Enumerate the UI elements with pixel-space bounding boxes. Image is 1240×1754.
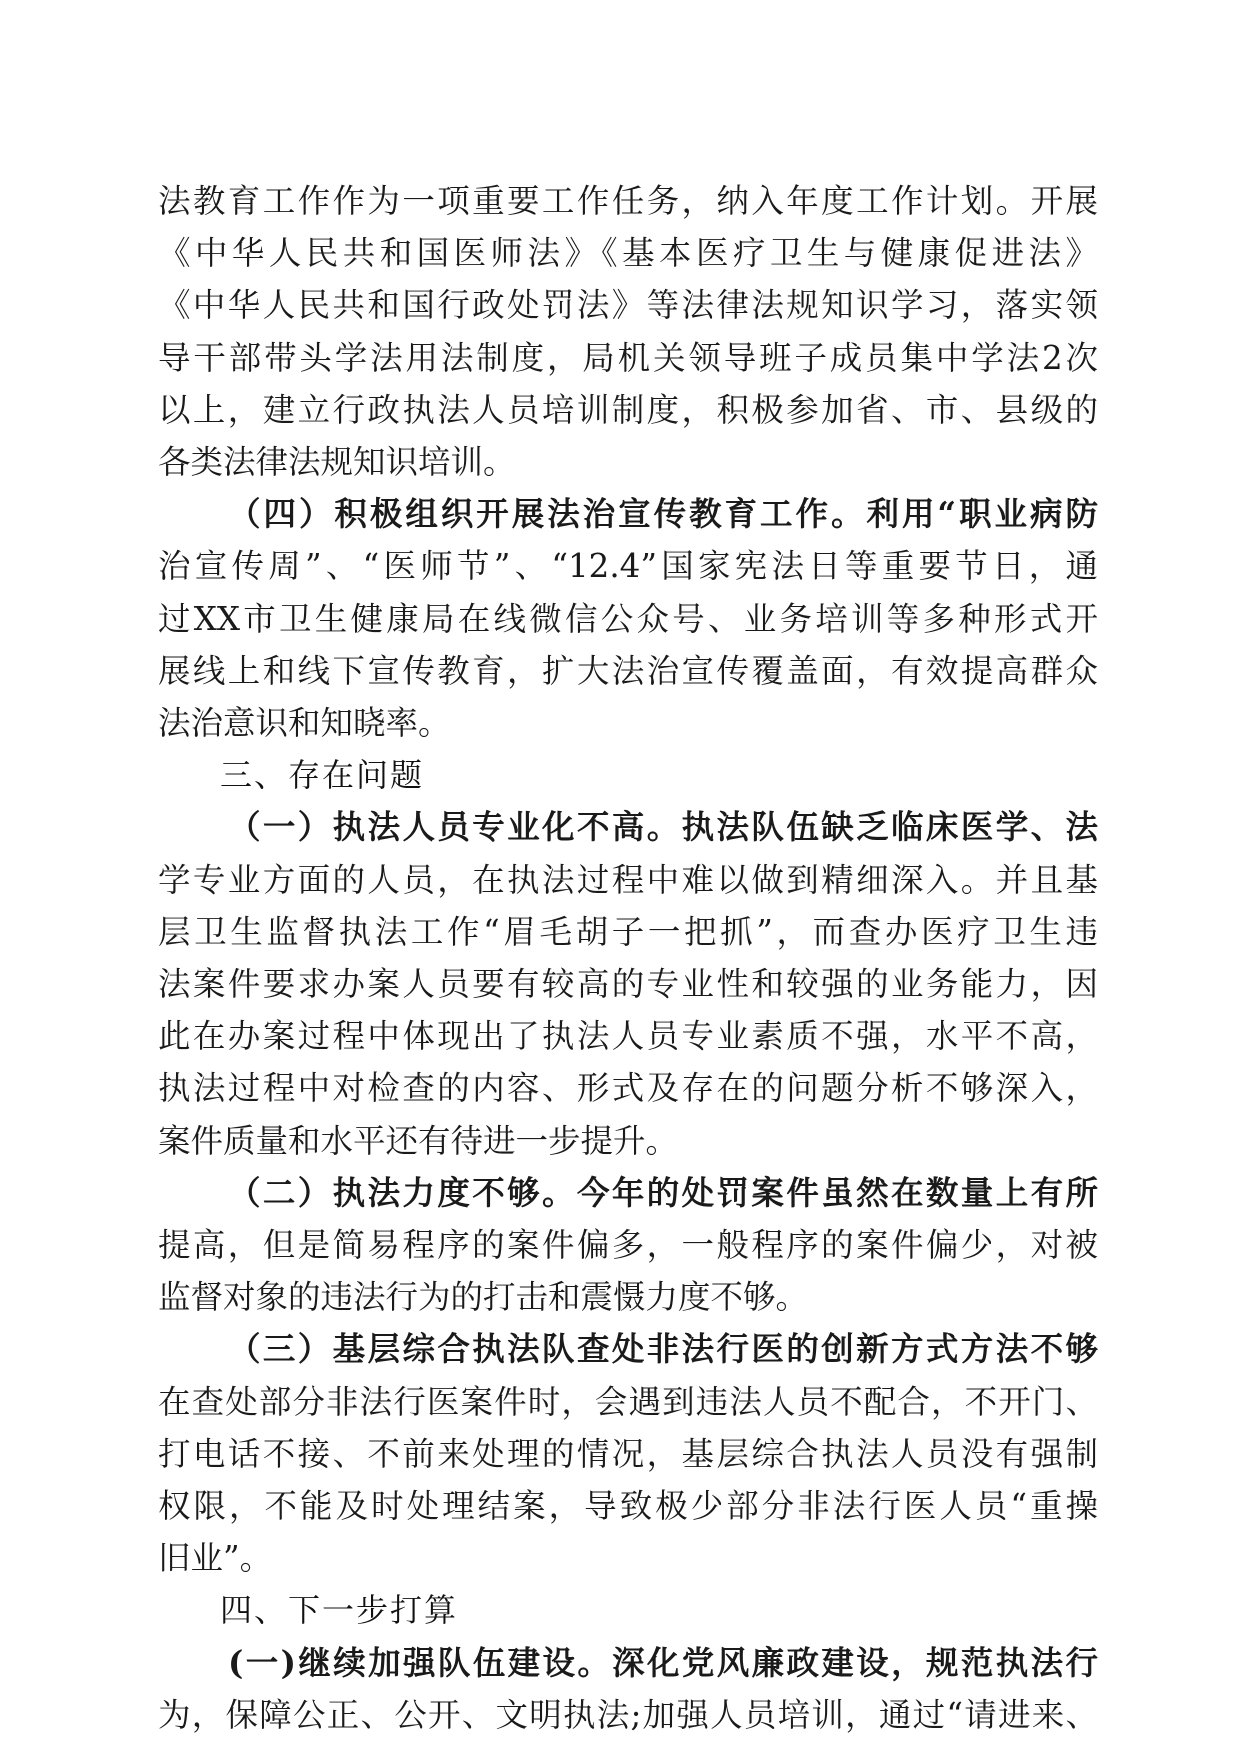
- body-line: 旧业”。: [158, 1539, 273, 1578]
- body-line: 打电话不接、不前来处理的情况，基层综合执法人员没有强制: [158, 1434, 1098, 1473]
- body-line: 执法过程中对检查的内容、形式及存在的问题分析不够深入，: [158, 1069, 1098, 1108]
- body-line: 学专业方面的人员，在执法过程中难以做到精细深入。并且基: [158, 860, 1098, 899]
- subsection-heading: （四）积极组织开展法治宣传教育工作。利用“职业病防: [228, 494, 1098, 534]
- body-line: 案件质量和水平还有待进一步提升。: [158, 1121, 679, 1160]
- body-line: 层卫生监督执法工作“眉毛胡子一把抓”，而查办医疗卫生违: [158, 912, 1098, 951]
- section-heading: 三、存在问题: [220, 756, 425, 795]
- body-line: 各类法律法规知识培训。: [158, 443, 516, 481]
- section-heading: 四、下一步打算: [220, 1591, 459, 1630]
- body-line: 治宣传周”、“医师节”、“12.4”国家宪法日等重要节日，通: [158, 547, 1098, 586]
- subsection-heading: （一）执法人员专业化不高。执法队伍缺乏临床医学、法: [228, 807, 1098, 847]
- body-line: 监督对象的违法行为的打击和震慑力度不够。: [158, 1278, 809, 1317]
- body-line: 《中华人民共和国医师法》《基本医疗卫生与健康促进法》: [158, 234, 1098, 273]
- subsection-heading: （三）基层综合执法队查处非法行医的创新方式方法不够: [228, 1329, 1098, 1369]
- body-line: 在查处部分非法行医案件时，会遇到违法人员不配合，不开门、: [158, 1382, 1098, 1421]
- body-line: 法教育工作作为一项重要工作任务，纳入年度工作计划。开展: [158, 182, 1098, 220]
- body-line: 展线上和线下宣传教育，扩大法治宣传覆盖面，有效提高群众: [158, 651, 1098, 690]
- body-line: 法案件要求办案人员要有较高的专业性和较强的业务能力，因: [158, 965, 1098, 1003]
- body-line: 权限，不能及时处理结案，导致极少部分非法行医人员“重操: [158, 1487, 1098, 1525]
- body-line: 过XX市卫生健康局在线微信公众号、业务培训等多种形式开: [158, 599, 1098, 638]
- body-line: 《中华人民共和国行政处罚法》等法律法规知识学习，落实领: [158, 286, 1098, 325]
- body-line: 以上，建立行政执法人员培训制度，积极参加省、市、县级的: [158, 390, 1098, 429]
- body-line: 为，保障公正、公开、文明执法;加强人员培训，通过“请进来、: [158, 1695, 1098, 1734]
- body-line: 此在办案过程中体现出了执法人员专业素质不强，水平不高，: [158, 1017, 1098, 1056]
- subsection-heading: (一)继续加强队伍建设。深化党风廉政建设，规范执法行: [228, 1642, 1098, 1682]
- body-line: 导干部带头学法用法制度，局机关领导班子成员集中学法2次: [158, 338, 1098, 377]
- body-line: 法治意识和知晓率。: [158, 704, 451, 742]
- subsection-heading: （二）执法力度不够。今年的处罚案件虽然在数量上有所: [228, 1172, 1098, 1212]
- body-line: 提高，但是简易程序的案件偏多，一般程序的案件偏少，对被: [158, 1226, 1098, 1264]
